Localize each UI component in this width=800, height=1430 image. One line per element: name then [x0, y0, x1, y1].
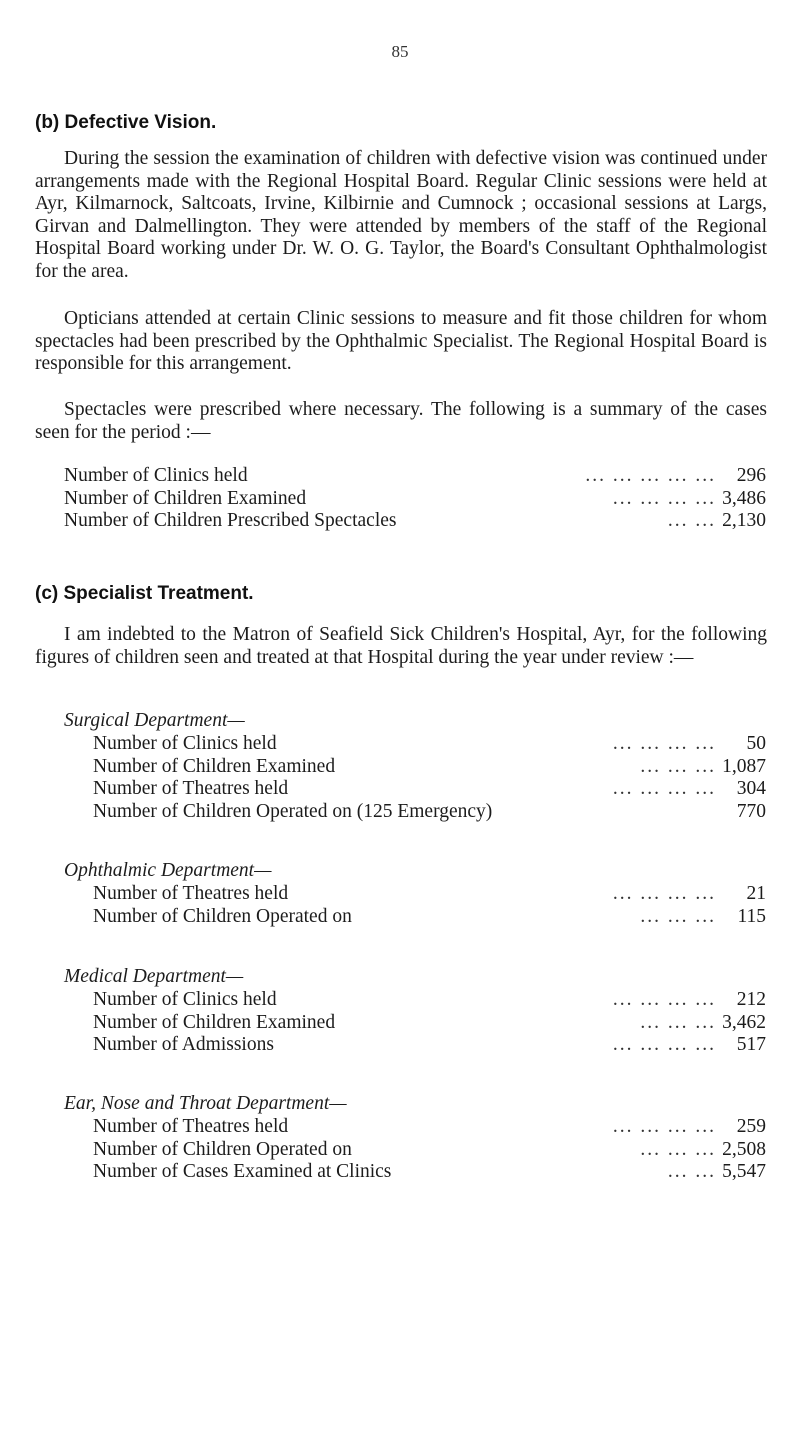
leader-dots: ... ... ... ... — [612, 733, 716, 754]
stat-value: 3,462 — [722, 1011, 766, 1033]
stat-label: Number of Clinics held — [64, 465, 248, 486]
stat-row — [93, 1034, 766, 1057]
stat-label: Number of Clinics held — [93, 989, 277, 1010]
leader-dots: ... ... ... ... — [612, 778, 716, 800]
stat-row — [93, 883, 766, 906]
stat-row — [93, 906, 766, 929]
leader-dots: ... ... ... ... — [612, 1116, 716, 1137]
stat-value: 2,508 — [722, 1138, 766, 1160]
stat-row — [93, 989, 766, 1012]
stat-row — [64, 510, 766, 533]
stat-value: 3,486 — [722, 487, 766, 509]
ophthalmic-stats-list — [93, 883, 766, 928]
stat-row — [93, 1161, 766, 1184]
leader-dots: ... ... ... ... — [612, 883, 716, 904]
stat-value: 259 — [736, 1116, 766, 1137]
leader-dots: ... ... ... — [640, 1138, 716, 1160]
stat-row — [64, 465, 766, 488]
stat-value: 770 — [736, 800, 766, 822]
stat-label: Number of Children Prescribed Spectacles — [64, 510, 397, 532]
leader-dots: ... ... — [667, 1161, 716, 1183]
leader-dots: ... ... ... ... — [612, 1034, 716, 1056]
stat-label: Number of Theatres held — [93, 778, 289, 800]
section-b-heading: (b) Defective Vision. — [35, 112, 217, 133]
ent-department-title: Ear, Nose and Throat Department— — [64, 1093, 347, 1114]
stat-value: 115 — [737, 905, 766, 927]
stat-label: Number of Children Examined — [93, 1011, 336, 1033]
stat-label: Number of Children Examined — [64, 487, 307, 509]
stat-value: 5,547 — [722, 1161, 766, 1183]
leader-dots: ... ... — [667, 510, 716, 532]
stat-value: 2,130 — [722, 510, 766, 532]
stat-label: Number of Theatres held — [93, 1116, 289, 1137]
stat-row — [93, 733, 766, 756]
stat-value: 517 — [736, 1034, 766, 1056]
stat-label: Number of Children Operated on — [93, 905, 352, 927]
stat-row — [93, 1012, 766, 1035]
stat-row — [93, 778, 766, 801]
section-b-paragraph-3: Spectacles were prescribed where necessary. The following is a summary of the cases seen for the period :— — [35, 399, 767, 443]
stat-label: Number of Theatres held — [93, 883, 289, 904]
leader-dots: ... ... ... ... ... — [585, 465, 716, 486]
leader-dots: ... ... ... — [640, 905, 716, 927]
stat-label: Number of Cases Examined at Clinics — [93, 1161, 392, 1183]
stat-value: 21 — [746, 883, 766, 904]
section-c-paragraph-1: I am indebted to the Matron of Seafield Sick Children's Hospital, Ayr, for the following figures of children seen and treated at that Hospital during the year under review :— — [35, 624, 767, 668]
surgical-stats-list — [93, 733, 766, 823]
surgical-department-title: Surgical Department— — [64, 710, 245, 731]
leader-dots: ... ... ... ... — [612, 989, 716, 1010]
vision-stats-list — [64, 465, 766, 533]
stat-value: 296 — [736, 465, 766, 486]
section-b-paragraph-2: Opticians attended at certain Clinic sessions to measure and fit those children for whom spectacles had been prescribed by the Ophthalmic Specialist. The Regional Hospital Board is responsible for this arrangement. — [35, 308, 767, 375]
medical-department-title: Medical Department— — [64, 966, 244, 987]
stat-value: 1,087 — [722, 755, 766, 777]
section-b-paragraph-1: During the session the examination of children with defective vision was continued under arrangements made with the Regional Hospital Board. Regular Clinic sessions were held at Ayr, Kilmarnock, Saltcoats, Irvine, Kilbirnie and Cumnock ; occasional sessions at Largs, Girvan and Dalmellington. They were attended by members of the staff of the Regional Hospital Board working under Dr. W. O. G. Taylor, the Board's Consultant Ophthalmologist for the area. — [35, 148, 767, 282]
stat-row — [93, 1139, 766, 1162]
ophthalmic-department-title: Ophthalmic Department— — [64, 860, 272, 881]
stat-label: Number of Children Operated on — [93, 1138, 352, 1160]
section-c-heading: (c) Specialist Treatment. — [35, 583, 254, 604]
stat-row — [93, 801, 766, 824]
stat-label: Number of Clinics held — [93, 733, 277, 754]
ent-stats-list — [93, 1116, 766, 1184]
stat-value: 304 — [736, 778, 766, 800]
stat-label: Number of Children Operated on (125 Emergency) — [93, 800, 493, 822]
stat-value: 50 — [746, 733, 766, 754]
stat-row — [64, 488, 766, 511]
leader-dots: ... ... ... — [640, 1011, 716, 1033]
medical-stats-list — [93, 989, 766, 1057]
stat-row — [93, 1116, 766, 1139]
stat-label: Number of Admissions — [93, 1034, 274, 1056]
stat-row — [93, 756, 766, 779]
page-number: 85 — [391, 42, 409, 61]
leader-dots: ... ... ... — [640, 755, 716, 777]
stat-label: Number of Children Examined — [93, 755, 336, 777]
stat-value: 212 — [736, 989, 766, 1010]
leader-dots: ... ... ... ... — [612, 487, 716, 509]
